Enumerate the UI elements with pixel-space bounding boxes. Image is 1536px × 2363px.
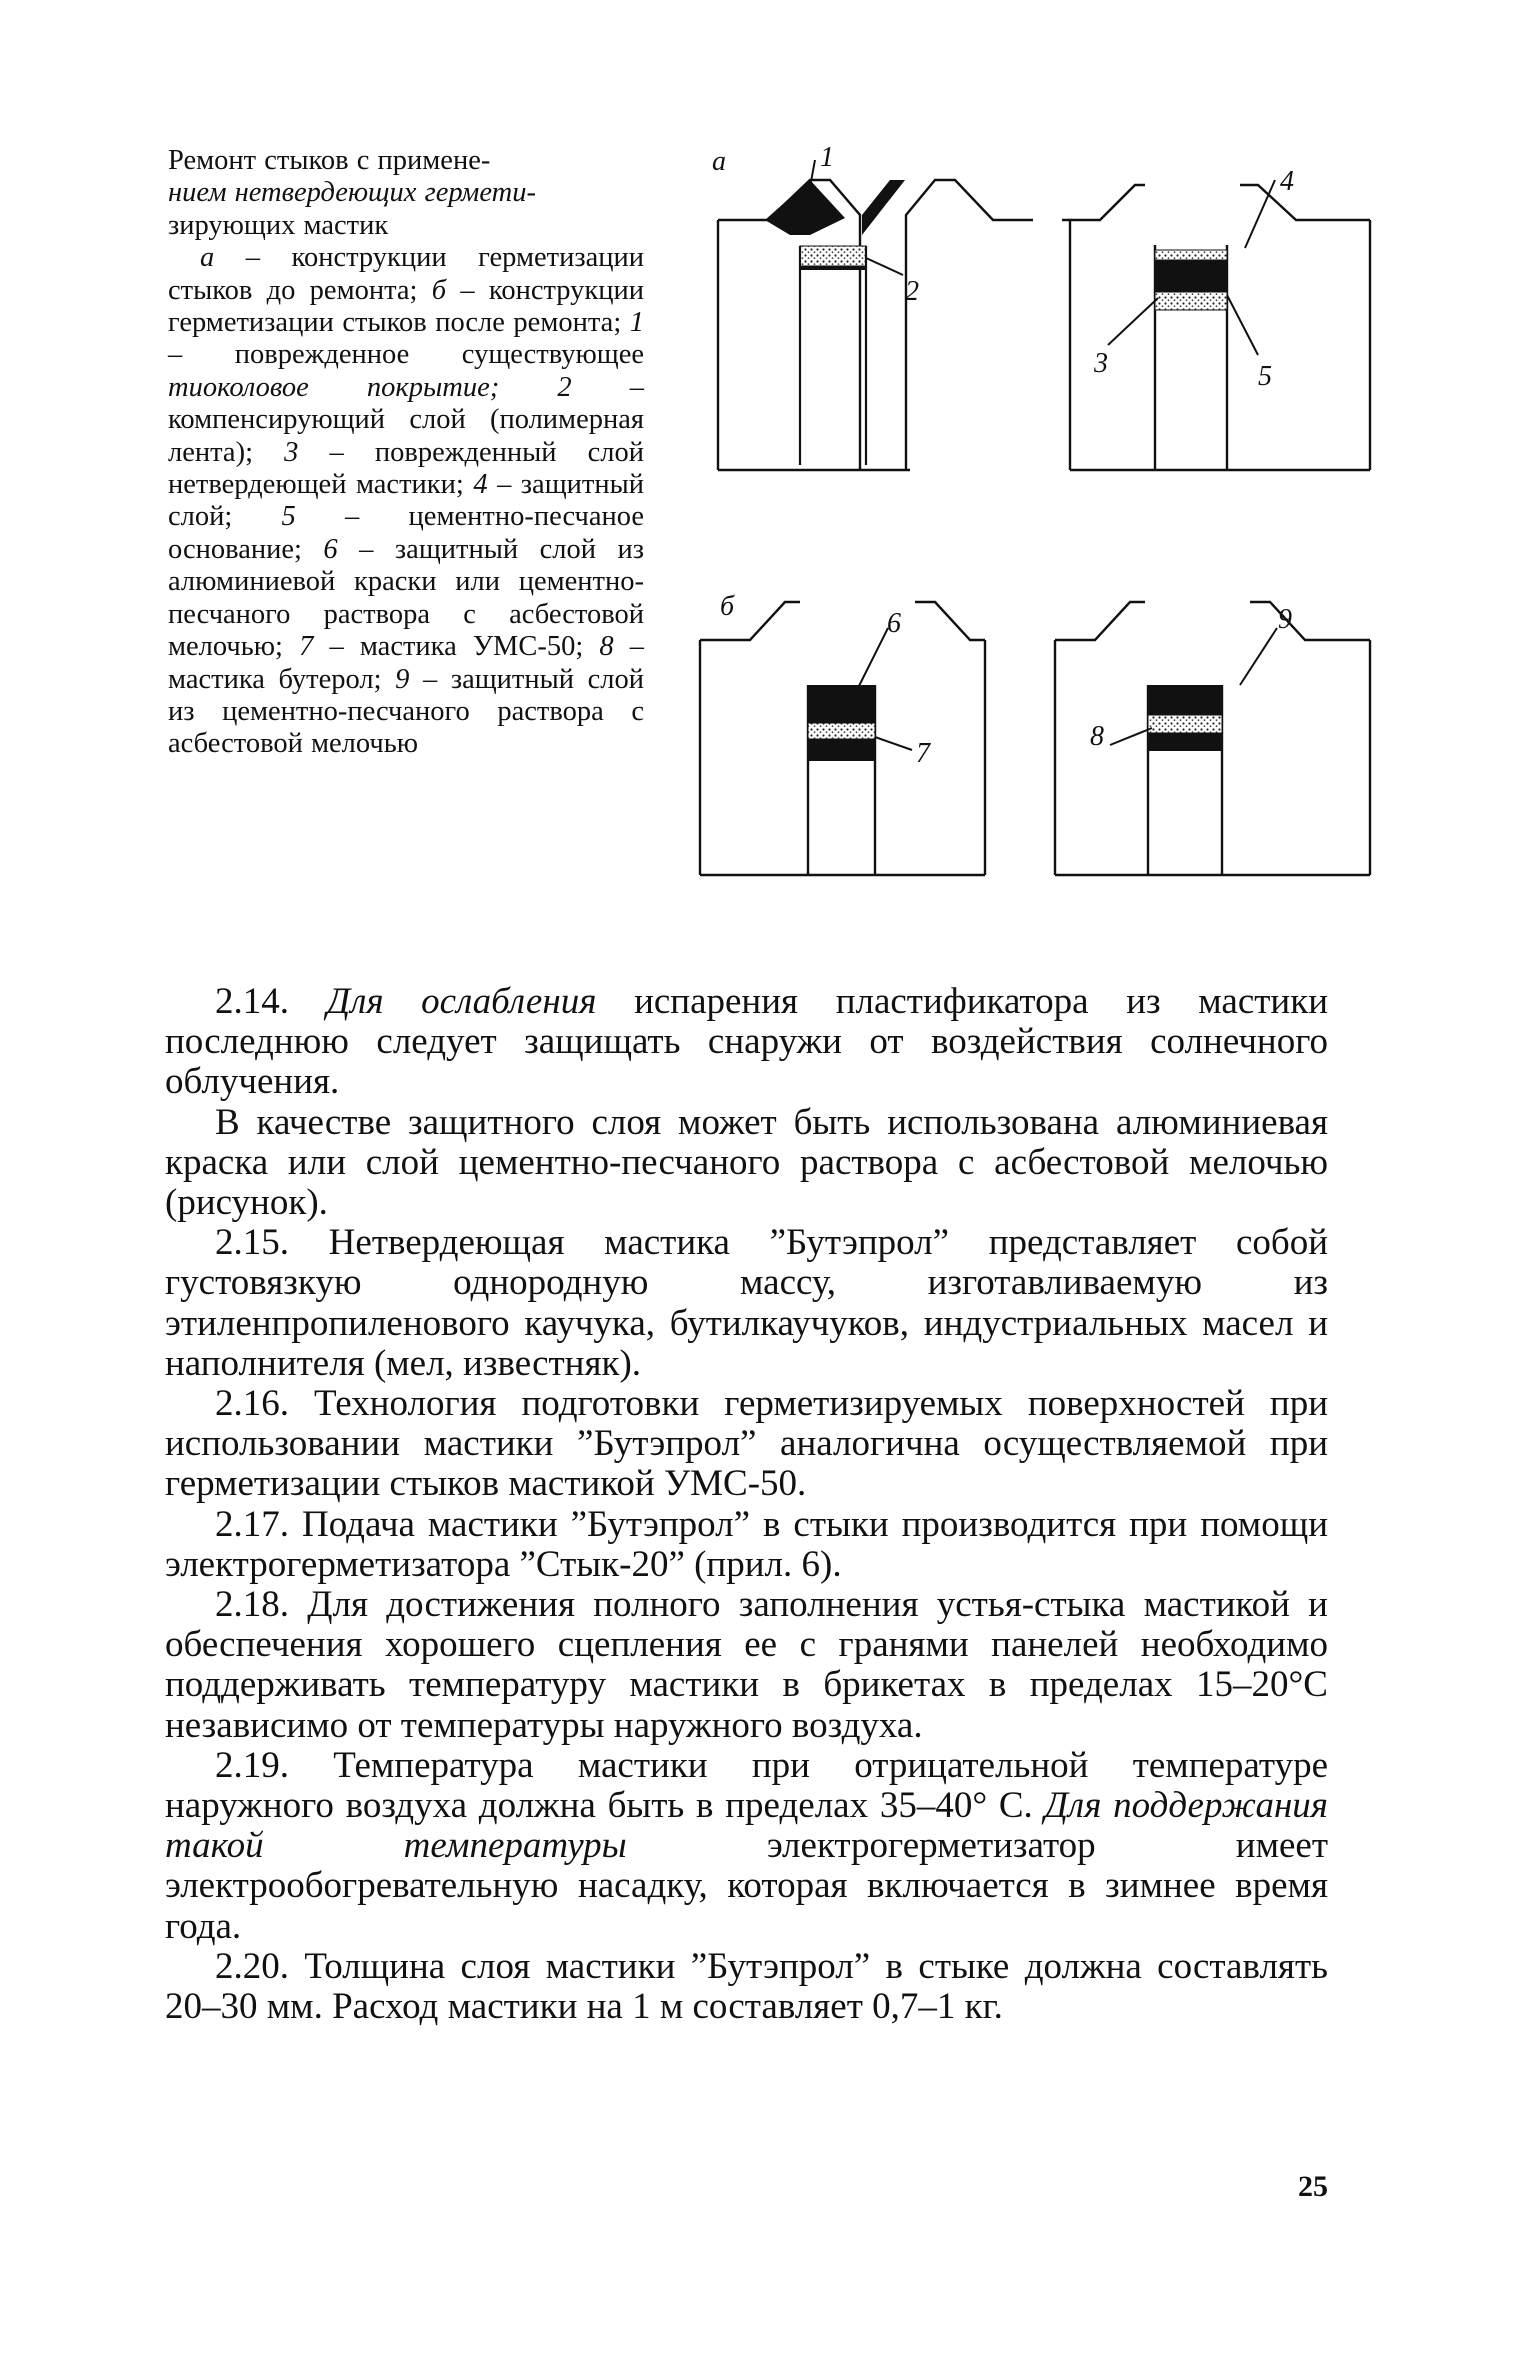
- caption-title-line: нием нетвердеющих гермети-: [168, 177, 536, 209]
- paragraph-number: 2.14.: [215, 981, 289, 1022]
- label-b: б: [720, 591, 735, 622]
- legend-key: 5: [281, 501, 296, 533]
- paragraph-text: электрогерметизатор имеет электрообогревательную насадку, которая включается в зимнее время года.: [165, 1825, 1329, 1947]
- figure-caption: [168, 145, 644, 761]
- legend-text: – защитный слой;: [168, 469, 645, 533]
- layer-mastic-ums: [808, 685, 875, 723]
- label-3: 3: [1094, 348, 1108, 379]
- label-4: 4: [1280, 166, 1294, 197]
- paragraph-text: В качестве защитного слоя может быть использована алюминиевая краска или слой цементно-песчаного раствора с асбестовой мелочью (рисунок).: [165, 1101, 1328, 1224]
- legend-text: – защитный слой из цементно-песчаного раствора с асбестовой мелочью: [168, 663, 645, 760]
- paragraph-number: 2.18.: [215, 1584, 289, 1626]
- paragraph-number: 2.20.: [215, 1945, 289, 1987]
- legend-key: 2: [557, 371, 572, 403]
- paragraph-2-15: [165, 1223, 1328, 1384]
- legend-text: – поврежденный слой нетвердеющей мастики;: [168, 436, 645, 501]
- label-5: 5: [1258, 361, 1272, 392]
- layer-mastic: [1155, 260, 1227, 292]
- label-2: 2: [905, 276, 919, 307]
- legend-key: 8: [599, 631, 614, 663]
- legend-text: – мастика бутерол;: [168, 631, 645, 695]
- layer-butepol: [1148, 685, 1222, 715]
- paragraph-text-italic: Для поддержания такой температуры: [165, 1785, 1328, 1867]
- paragraph-text: Толщина слоя мастики ”Бутэпрол” в стыке должна составлять 20–30 мм. Расход мастики на 1 м составляет 0,7–1 кг.: [165, 1945, 1328, 2028]
- legend-text: – мастика УМС-50;: [329, 631, 584, 663]
- layer-base: [1155, 292, 1227, 310]
- paragraph-text: Для достижения полного заполнения устья-стыка мастикой и обеспечения хорошего сцепления ее с гранями панелей необходимо поддерживать температуру мастики в брикетах в пределах 15–20°С независимо от температуры наружного воздуха.: [165, 1584, 1328, 1746]
- legend-key: а: [200, 242, 215, 274]
- legend-text: – защитный слой из алюминиевой краски или цементно-песчаного раствора с асбестовой мелочью;: [168, 533, 644, 663]
- paragraph-2-20: [165, 1947, 1328, 2027]
- layer-mastic: [808, 739, 875, 761]
- legend-key: 3: [284, 436, 299, 468]
- paragraph-2-16: [165, 1384, 1328, 1505]
- paragraph: [165, 1103, 1328, 1224]
- legend-text: – конструкции герметизации стыков после ремонта;: [168, 274, 644, 339]
- legend-text: – цементно-песчаное основание;: [168, 501, 645, 565]
- body-text: [165, 982, 1328, 2027]
- paragraph-2-14: [165, 982, 1328, 1103]
- diagram-a: [718, 180, 1033, 470]
- label-6: 6: [887, 608, 901, 639]
- paragraph-text: Технология подготовки герметизируемых поверхностей при использовании мастики ”Бутэпрол” аналогична осуществляемой при герметизации стыков мастикой УМС-50.: [165, 1383, 1328, 1505]
- paragraph-text-italic: Для ослабления: [326, 981, 597, 1022]
- legend-text: тиоколовое покрытие;: [168, 371, 500, 403]
- label-8: 8: [1090, 721, 1104, 752]
- legend-key: 7: [299, 631, 314, 663]
- paragraph-number: 2.16.: [215, 1383, 289, 1425]
- diagram-a-joint: [765, 180, 905, 465]
- paragraph-2-18: [165, 1585, 1328, 1746]
- paragraph-text: Подача мастики ”Бутэпрол” в стыки производится при помощи электрогерметизатора ”Стык-20” (прил. 6).: [165, 1503, 1329, 1585]
- diagram-b-top: [1062, 185, 1370, 470]
- legend-text: – конструкции герметизации стыков до ремонта;: [168, 242, 645, 306]
- label-a: а: [712, 146, 726, 177]
- legend-key: б: [431, 274, 447, 306]
- leader-lines: [802, 160, 1277, 750]
- page-number: 25: [1298, 2170, 1328, 2203]
- paragraph-text: Нетвердеющая мастика ”Бутэпрол” представляет собой густовязкую однородную массу, изготавливаемую из этиленпропиленового каучука, бутилкаучуков, индустриальных масел и наполнителя (мел, известняк).: [165, 1222, 1329, 1384]
- caption-title-line: Ремонт стыков с примене-: [168, 145, 491, 176]
- paragraph-2-17: [165, 1505, 1328, 1585]
- label-1: 1: [820, 142, 834, 173]
- paragraph-text: Температура мастики при отрицательной температуре наружного воздуха должна быть в пределах 35–40° С.: [165, 1744, 1328, 1827]
- paragraph-text: испарения пластификатора из мастики последнюю следует защищать снаружи от воздействия солнечного облучения.: [165, 981, 1329, 1103]
- layer-base: [1148, 715, 1222, 733]
- caption-legend: [168, 242, 644, 761]
- paragraph-number: 2.17.: [215, 1503, 289, 1545]
- legend-text: – поврежденное существующее: [168, 339, 644, 371]
- legend-key: 4: [473, 469, 488, 501]
- layer-mastic: [1148, 733, 1222, 751]
- legend-key: 9: [395, 663, 410, 695]
- legend-text: – компенсирующий слой (полимерная лента);: [168, 371, 645, 468]
- layer-base: [808, 723, 875, 739]
- paragraph-2-19: [165, 1746, 1328, 1947]
- paragraph-number: 2.15.: [215, 1222, 289, 1264]
- label-9: 9: [1278, 604, 1292, 635]
- legend-key: 1: [629, 307, 644, 339]
- caption-title-line: зирующих мастик: [168, 209, 389, 241]
- caption-title: [168, 145, 644, 242]
- joint-repair-figure: [690, 140, 1390, 915]
- paragraph-number: 2.19.: [215, 1744, 289, 1786]
- label-7: 7: [916, 738, 930, 769]
- legend-key: 6: [323, 533, 338, 565]
- layer-protective: [1155, 250, 1227, 260]
